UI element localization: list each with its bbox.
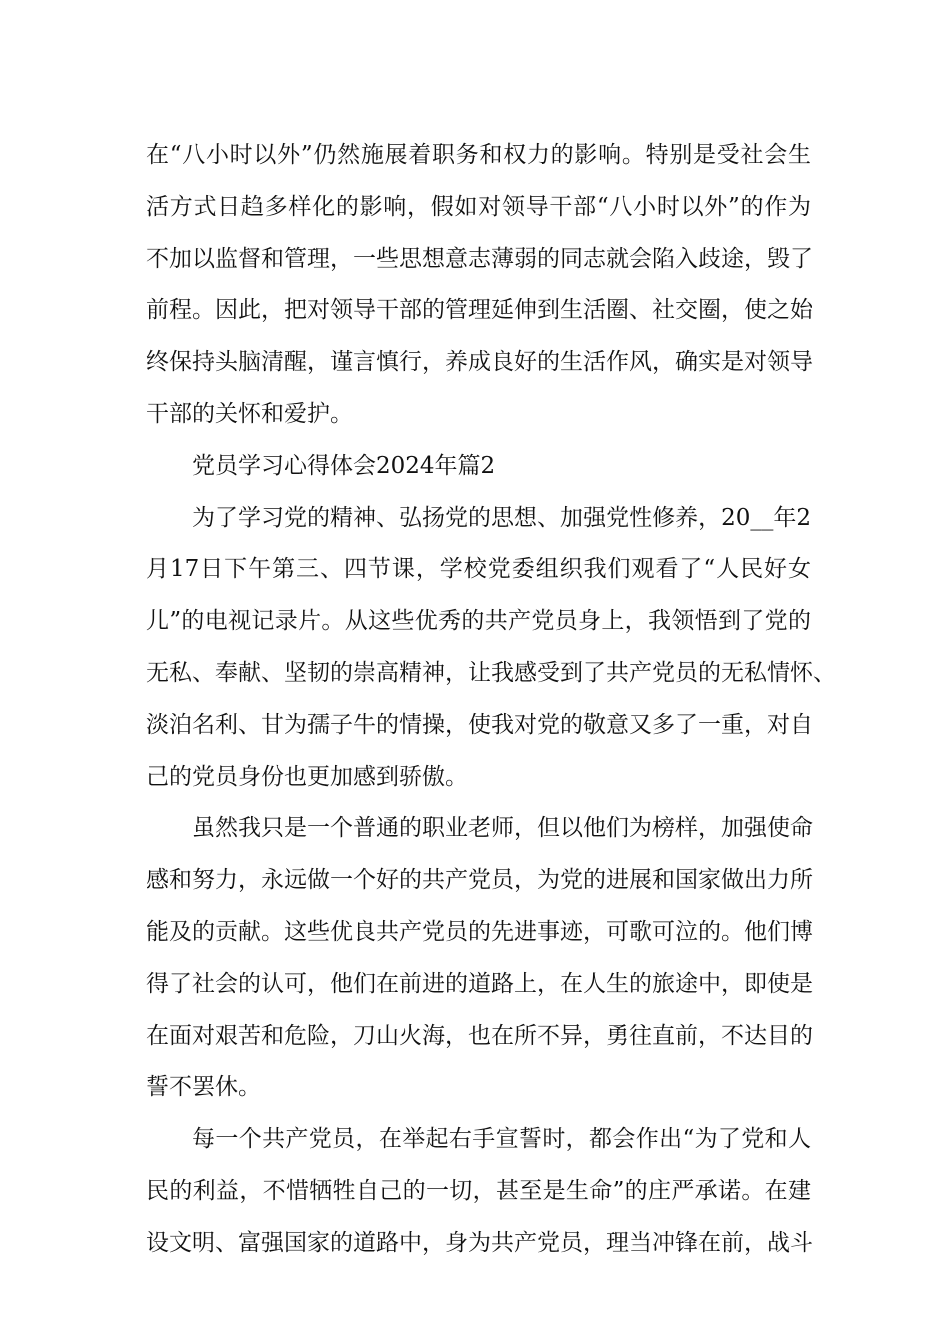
paragraph-line: 儿”的电视记录片。从这些优秀的共产党员身上，我领悟到了党的 bbox=[146, 608, 811, 635]
paragraph-line: 设文明、富强国家的道路中，身为共产党员，理当冲锋在前，战斗 bbox=[146, 1229, 813, 1256]
paragraph-line: 无私、奉献、坚韧的崇高精神，让我感受到了共产党员的无私情怀、 bbox=[146, 659, 836, 686]
paragraph-line: 为了学习党的精神、弘扬党的思想、加强党性修养，20__年2 bbox=[192, 504, 811, 531]
paragraph-line: 在“八小时以外”仍然施展着职务和权力的影响。特别是受社会生 bbox=[146, 142, 811, 168]
paragraph-line: 不加以监督和管理，一些思想意志薄弱的同志就会陷入歧途，毁了 bbox=[146, 245, 813, 272]
paragraph-line: 民的利益，不惜牺牲自己的一切，甚至是生命”的庄严承诺。在建 bbox=[146, 1177, 811, 1204]
paragraph-line: 能及的贡献。这些优良共产党员的先进事迹，可歌可泣的。他们博 bbox=[146, 918, 813, 945]
paragraph-line: 前程。因此，把对领导干部的管理延伸到生活圈、社交圈，使之始 bbox=[146, 297, 813, 324]
document-body bbox=[146, 130, 836, 1270]
paragraph-line: 虽然我只是一个普通的职业老师，但以他们为榜样，加强使命 bbox=[192, 815, 813, 842]
paragraph-line: 月17日下午第三、四节课，学校党委组织我们观看了“人民好女 bbox=[146, 556, 811, 583]
paragraph-line: 己的党员身份也更加感到骄傲。 bbox=[146, 763, 468, 790]
paragraph-line: 终保持头脑清醒，谨言慎行，养成良好的生活作风，确实是对领导 bbox=[146, 349, 813, 376]
paragraph-line: 淡泊名利、甘为孺子牛的情操，使我对党的敬意又多了一重，对自 bbox=[146, 711, 813, 738]
paragraph-line: 感和努力，永远做一个好的共产党员，为党的进展和国家做出力所 bbox=[146, 867, 813, 894]
paragraph-line: 得了社会的认可，他们在前进的道路上，在人生的旅途中，即使是 bbox=[146, 970, 813, 997]
paragraph-line: 在面对艰苦和危险，刀山火海，也在所不异，勇往直前，不达目的 bbox=[146, 1022, 813, 1049]
paragraph-line: 活方式日趋多样化的影响，假如对领导干部“八小时以外”的作为 bbox=[146, 193, 811, 220]
paragraph-line: 干部的关怀和爱护。 bbox=[146, 400, 353, 427]
paragraph-line: 每一个共产党员，在举起右手宣誓时，都会作出“为了党和人 bbox=[192, 1126, 811, 1153]
section-heading: 党员学习心得体会2024年篇2 bbox=[192, 452, 496, 479]
paragraph-line: 誓不罢休。 bbox=[146, 1074, 261, 1101]
